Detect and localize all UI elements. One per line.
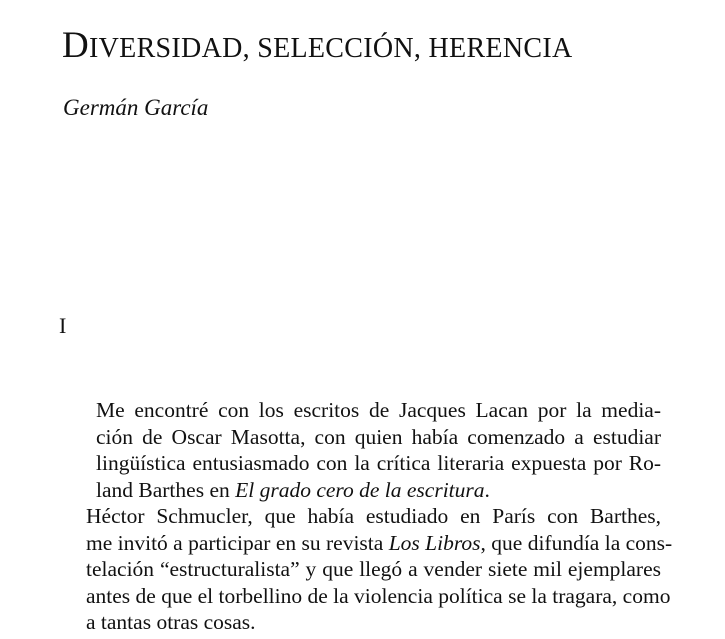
paragraph-1 bbox=[61, 397, 661, 503]
paragraph-1-line-2: ción de Oscar Masotta, con quien había comenzado a estudiar bbox=[96, 424, 661, 449]
paragraph-2 bbox=[61, 503, 673, 636]
paragraph-2-line-2 bbox=[61, 530, 673, 557]
book-title-grado-cero: El grado cero de la escritura bbox=[235, 477, 485, 502]
paragraph-1-line-4 bbox=[61, 477, 661, 504]
paragraph-1-line-4-suffix: . bbox=[484, 477, 490, 502]
article-title bbox=[62, 24, 572, 71]
paragraph-2-line-5: a tantas otras cosas. bbox=[86, 610, 256, 634]
paragraph-2-line-1: Héctor Schmucler, que había estudiado en París con Barthes, bbox=[86, 504, 661, 528]
paragraph-1-line-3: lingüística entusiasmado con la crítica literaria expuesta por Ro- bbox=[96, 451, 661, 475]
title-rest: IVERSIDAD, SELECCIÓN, HERENCIA bbox=[89, 33, 573, 64]
magazine-title-los-libros: Los Libros bbox=[388, 530, 481, 555]
paragraph-2-line-4: antes de que el torbellino de la violencia política se la tragara, como bbox=[86, 583, 671, 608]
paragraph-2-line-2-prefix: me invitó a participar en su revista bbox=[86, 530, 389, 555]
paragraph-2-line-3: telación “estructuralista” y que llegó a vender siete mil ejemplares bbox=[86, 557, 661, 581]
author-name: Germán García bbox=[63, 95, 209, 120]
section-number: I bbox=[59, 313, 67, 338]
title-initial: D bbox=[62, 25, 90, 66]
article-body bbox=[61, 397, 673, 636]
paragraph-1-line-1: Me encontré con los escritos de Jacques Lacan por la media- bbox=[96, 398, 661, 422]
paragraph-1-line-4-prefix: land Barthes en bbox=[96, 477, 236, 502]
paragraph-2-line-2-suffix: , que difundía la cons- bbox=[480, 530, 673, 555]
